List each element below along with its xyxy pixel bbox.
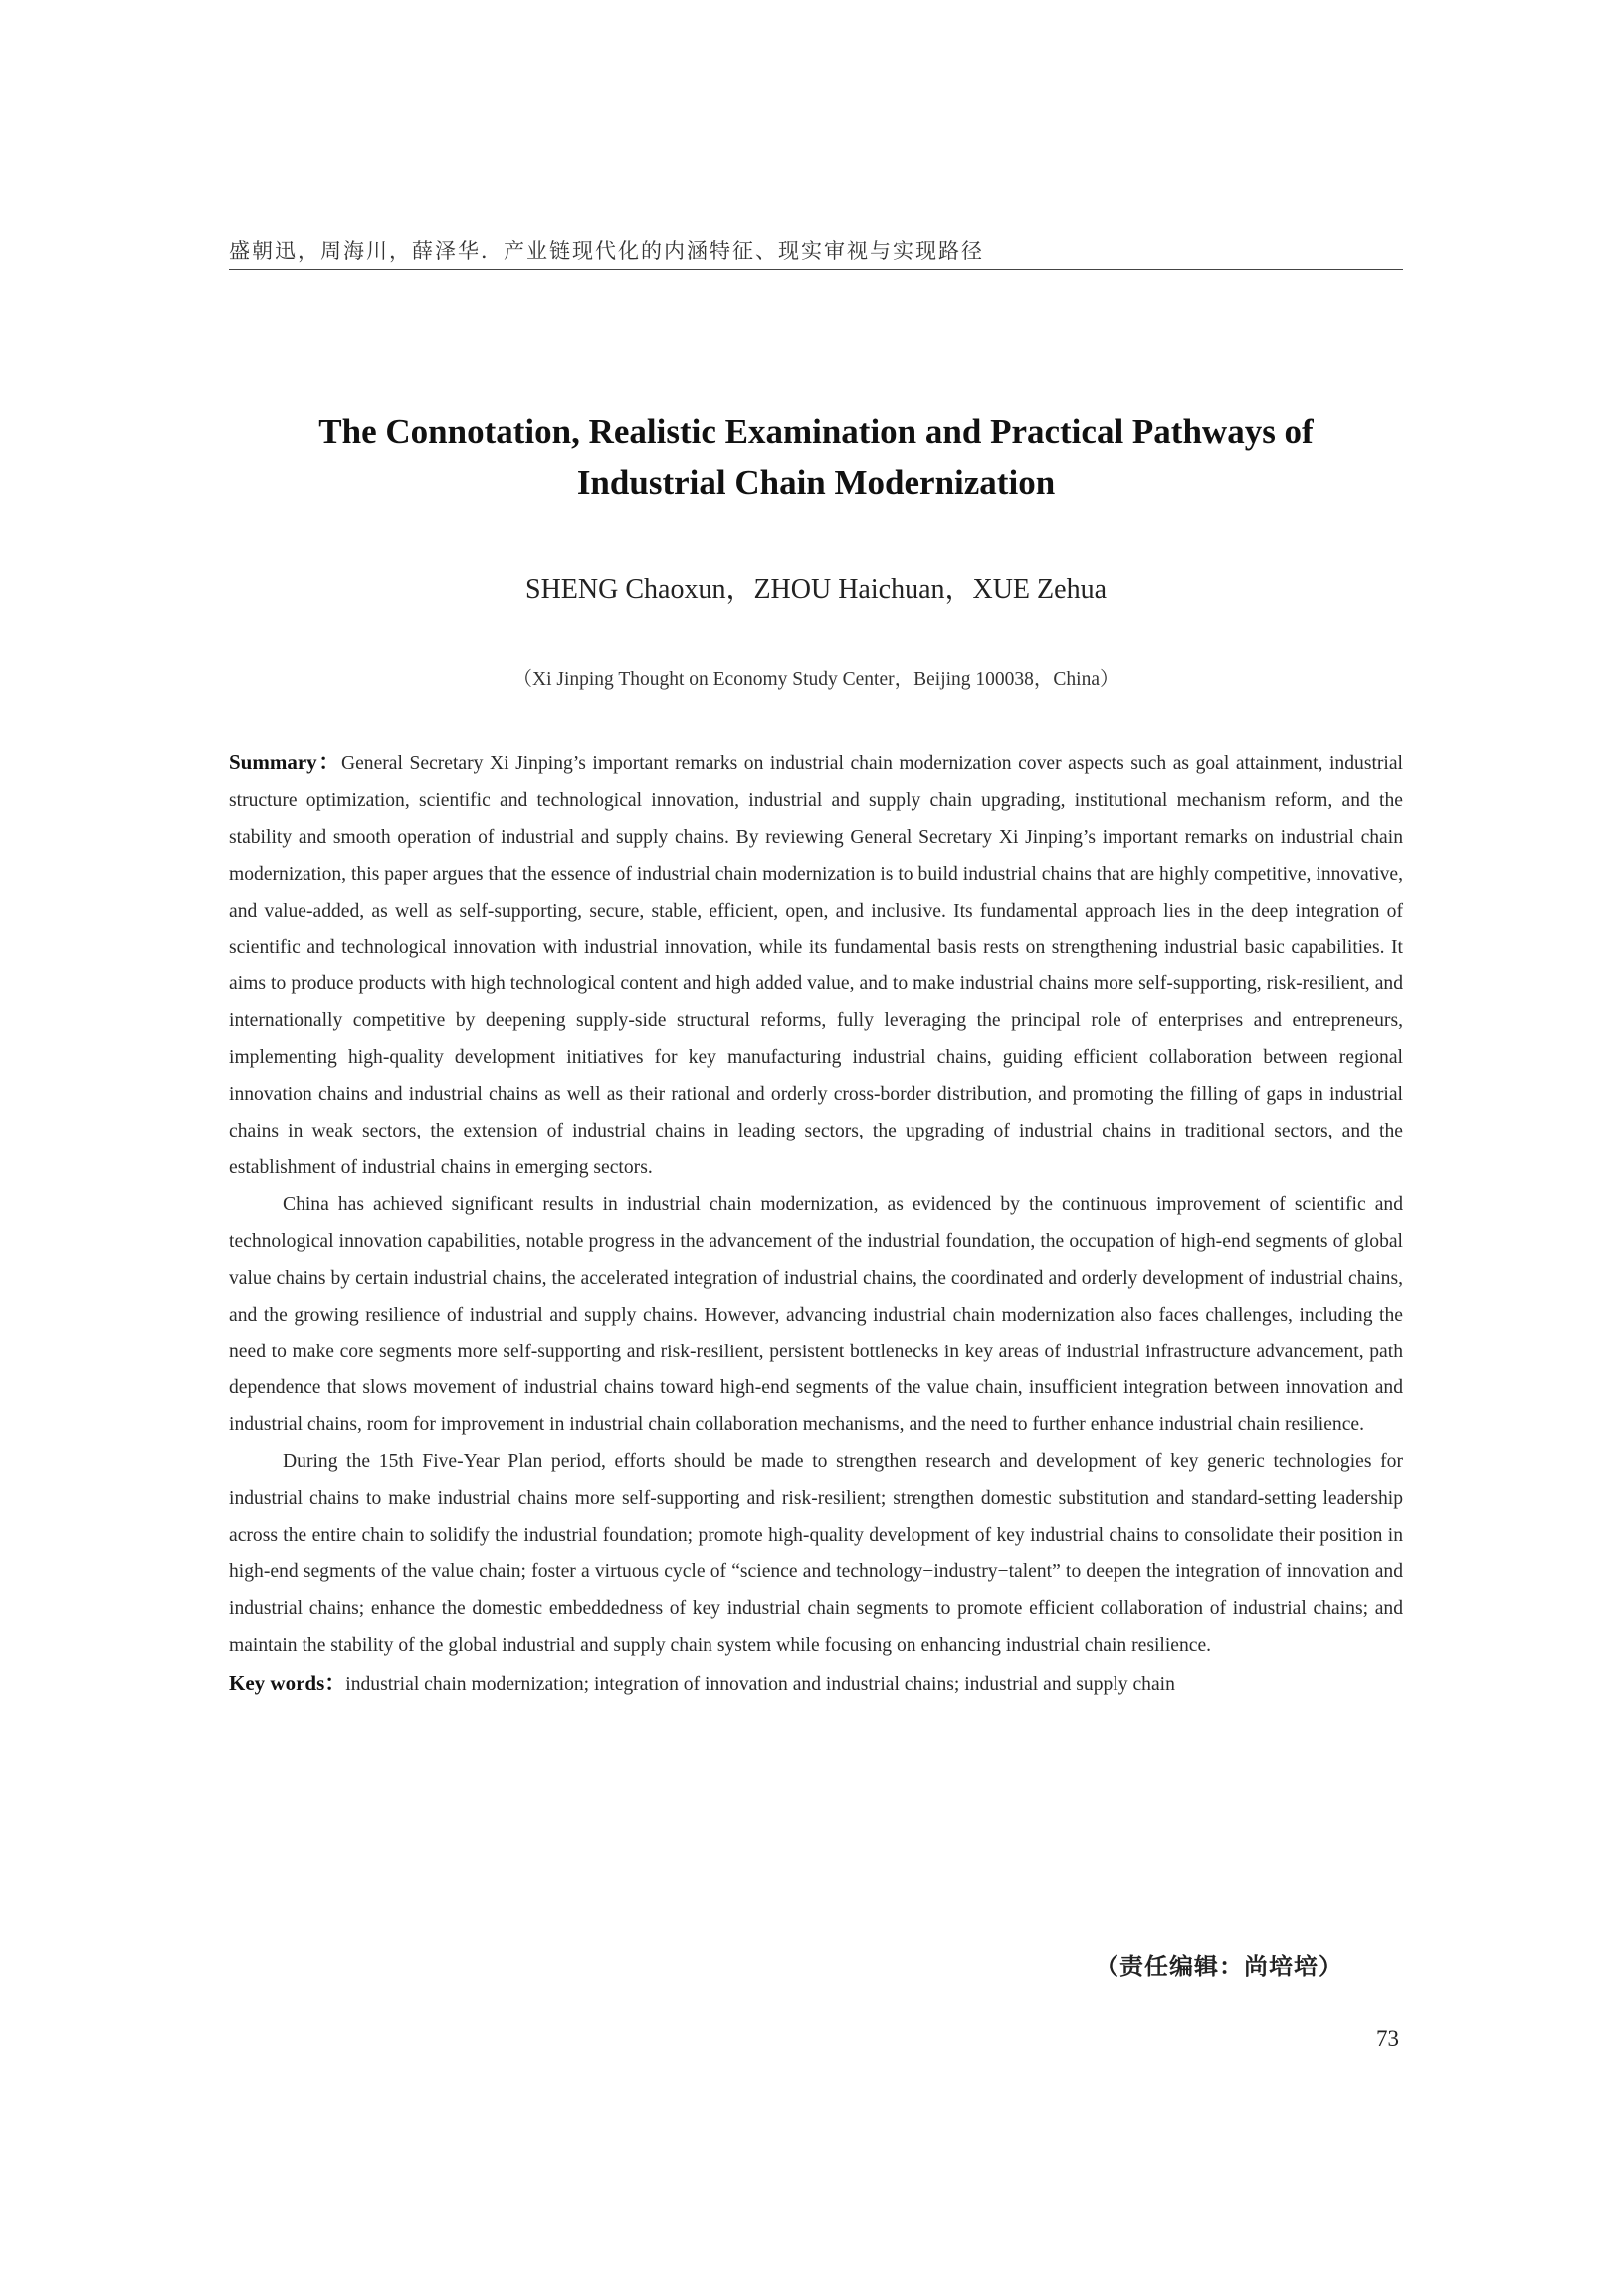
affiliation: （Xi Jinping Thought on Economy Study Center，Beijing 100038，China）: [512, 669, 1119, 690]
keywords-text: industrial chain modernization; integration of innovation and industrial chains; industrial and supply chain: [345, 1673, 1175, 1695]
page-number: 73: [1376, 2026, 1399, 2051]
summary-paragraph-1: [229, 744, 1403, 1187]
authors: SHENG Chaoxun，ZHOU Haichuan，XUE Zehua: [525, 574, 1107, 605]
keywords-line: [229, 1665, 1403, 1704]
running-header: 盛朝迅，周海川，薛泽华．产业链现代化的内涵特征、现实审视与实现路径: [229, 239, 984, 263]
article-title-line-2: Industrial Chain Modernization: [576, 463, 1056, 502]
article-title-line-1: The Connotation, Realistic Examination and Practical Pathways of: [318, 412, 1314, 451]
keywords-label: Key words：: [229, 1670, 346, 1695]
summary-paragraph-3: During the 15th Five-Year Plan period, efforts should be made to strengthen research and development of key generic technologies for industrial chains to make industrial chains more self-supporting and risk-resilient; strengthen domestic substitution and standard-setting leadership across the entire chain to solidify the industrial foundation; promote high-quality development of key industrial chains to consolidate their position in high-end segments of the value chain; foster a virtuous cycle of “science and technology−industry−talent” to deepen the integration of innovation and industrial chains; enhance the domestic embeddedness of key industrial chain segments to promote efficient collaboration of industrial chains; and maintain the stability of the global industrial and supply chain system while focusing on enhancing industrial chain resilience.: [229, 1451, 1403, 1656]
responsible-editor: （责任编辑：尚培培）: [1095, 1953, 1343, 1980]
summary-paragraph-1-text: General Secretary Xi Jinping’s important remarks on industrial chain modernization cover aspects such as goal attainment, industrial structure optimization, scientific and technological innovation, industrial and supply chain upgrading, institutional mechanism reform, and the stability and smooth operation of industrial and supply chains. By reviewing General Secretary Xi Jinping’s important remarks on industrial chain modernization, this paper argues that the essence of industrial chain modernization is to build industrial chains that are highly competitive, innovative, and value-added, as well as self-supporting, secure, stable, efficient, open, and inclusive. Its fundamental approach lies in the deep integration of scientific and technological innovation with industrial innovation, while its fundamental basis rests on strengthening industrial basic capabilities. It aims to produce products with high technological content and high added value, and to make industrial chains more self-supporting, risk-resilient, and internationally competitive by deepening supply-side structural reforms, fully leveraging the principal role of enterprises and entrepreneurs, implementing high-quality development initiatives for key manufacturing industrial chains, guiding efficient collaboration between regional innovation chains and industrial chains as well as their rational and orderly cross-border distribution, and promoting the filling of gaps in industrial chains in weak sectors, the extension of industrial chains in leading sectors, the upgrading of industrial chains in traditional sectors, and the establishment of industrial chains in emerging sectors.: [229, 753, 1403, 1178]
abstract-body: [229, 744, 1403, 1704]
article-title: [229, 406, 1403, 508]
summary-label: Summary：: [229, 750, 341, 774]
summary-paragraph-2: China has achieved significant results in industrial chain modernization, as evidenced by the continuous improvement of scientific and technological innovation capabilities, notable progress in the advancement of the industrial foundation, the occupation of high-end segments of global value chains by certain industrial chains, the accelerated integration of industrial chains, the coordinated and orderly development of industrial chains, and the growing resilience of industrial and supply chains. However, advancing industrial chain modernization also faces challenges, including the need to make core segments more self-supporting and risk-resilient, persistent bottlenecks in key areas of industrial infrastructure advancement, path dependence that slows movement of industrial chains toward high-end segments of the value chain, insufficient integration between innovation and industrial chains, room for improvement in industrial chain collaboration mechanisms, and the need to further enhance industrial chain resilience.: [229, 1193, 1403, 1436]
header-rule: [229, 269, 1403, 270]
